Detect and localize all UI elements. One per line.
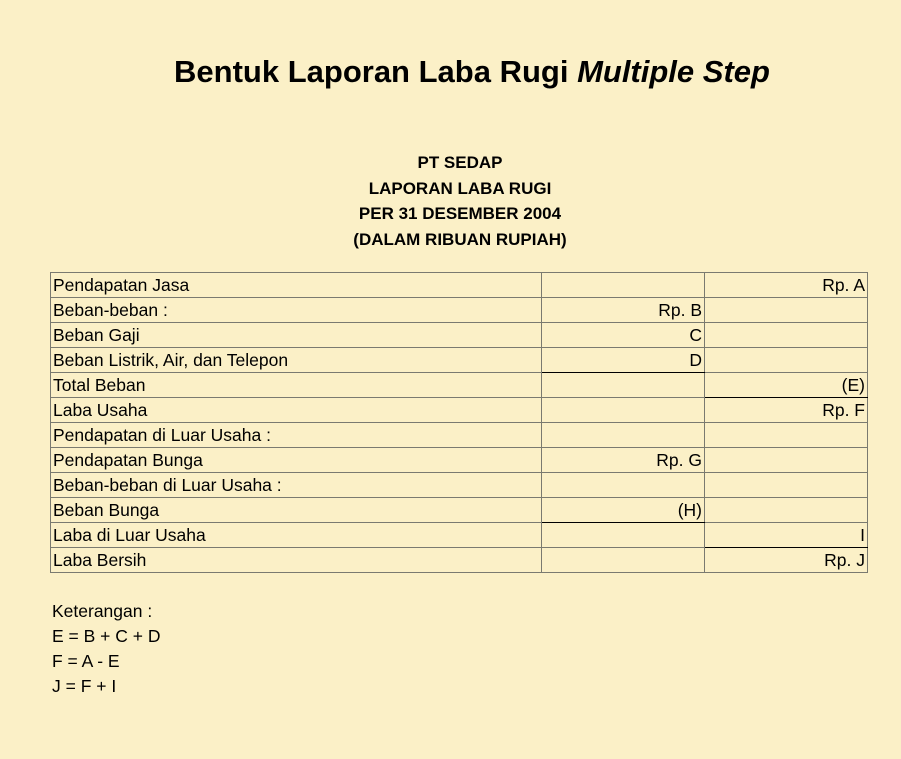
row-label: Total Beban — [51, 373, 542, 398]
row-label: Pendapatan Bunga — [51, 448, 542, 473]
table-row — [51, 523, 868, 548]
row-mid-value — [542, 423, 705, 448]
row-right-value: Rp. A — [705, 273, 868, 298]
note-formula: E = B + C + D — [52, 626, 161, 646]
row-mid-value: D — [542, 348, 705, 373]
table-row — [51, 323, 868, 348]
row-right-value — [705, 498, 868, 523]
report-period: PER 31 DESEMBER 2004 — [358, 204, 562, 223]
notes-heading: Keterangan : — [52, 601, 153, 621]
table-row — [51, 423, 868, 448]
row-right-value: I — [705, 523, 868, 548]
row-label: Beban-beban di Luar Usaha : — [51, 473, 542, 498]
table-row — [51, 473, 868, 498]
table-row — [51, 448, 868, 473]
row-mid-value — [542, 398, 705, 423]
row-label: Beban Listrik, Air, dan Telepon — [51, 348, 542, 373]
report-unit: (DALAM RIBUAN RUPIAH) — [353, 229, 567, 249]
row-right-value: (E) — [705, 373, 868, 398]
row-label: Beban-beban : — [51, 298, 542, 323]
row-mid-value — [542, 523, 705, 548]
slide-title — [0, 52, 901, 92]
row-right-value — [705, 348, 868, 373]
table-row — [51, 548, 868, 573]
row-label: Pendapatan di Luar Usaha : — [51, 423, 542, 448]
row-mid-value — [542, 273, 705, 298]
row-mid-value: (H) — [542, 498, 705, 523]
table-row — [51, 498, 868, 523]
row-label: Laba Usaha — [51, 398, 542, 423]
note-formula: F = A - E — [52, 651, 120, 671]
row-mid-value — [542, 473, 705, 498]
row-right-value — [705, 423, 868, 448]
row-mid-value — [542, 373, 705, 398]
row-right-value — [705, 473, 868, 498]
report-header — [210, 150, 710, 252]
row-right-value: Rp. F — [705, 398, 868, 423]
row-label: Beban Gaji — [51, 323, 542, 348]
row-mid-value: Rp. B — [542, 298, 705, 323]
row-label: Beban Bunga — [51, 498, 542, 523]
table-row — [51, 398, 868, 423]
row-label: Pendapatan Jasa — [51, 273, 542, 298]
row-mid-value — [542, 548, 705, 573]
table-row — [51, 373, 868, 398]
row-mid-value: C — [542, 323, 705, 348]
row-label: Laba di Luar Usaha — [51, 523, 542, 548]
income-statement-table — [50, 272, 868, 573]
table-row — [51, 298, 868, 323]
row-mid-value: Rp. G — [542, 448, 705, 473]
row-right-value — [705, 298, 868, 323]
table-row — [51, 348, 868, 373]
row-right-value: Rp. J — [705, 548, 868, 573]
row-right-value — [705, 323, 868, 348]
report-name: LAPORAN LABA RUGI — [368, 178, 552, 198]
row-right-value — [705, 448, 868, 473]
table-row — [51, 273, 868, 298]
slide-title-main: Bentuk Laporan Laba Rugi — [174, 54, 578, 89]
notes-section — [52, 599, 160, 699]
row-label: Laba Bersih — [51, 548, 542, 573]
note-formula: J = F + I — [52, 676, 117, 696]
company-name: PT SEDAP — [417, 153, 503, 172]
slide-title-emphasis: Multiple Step — [577, 54, 770, 89]
